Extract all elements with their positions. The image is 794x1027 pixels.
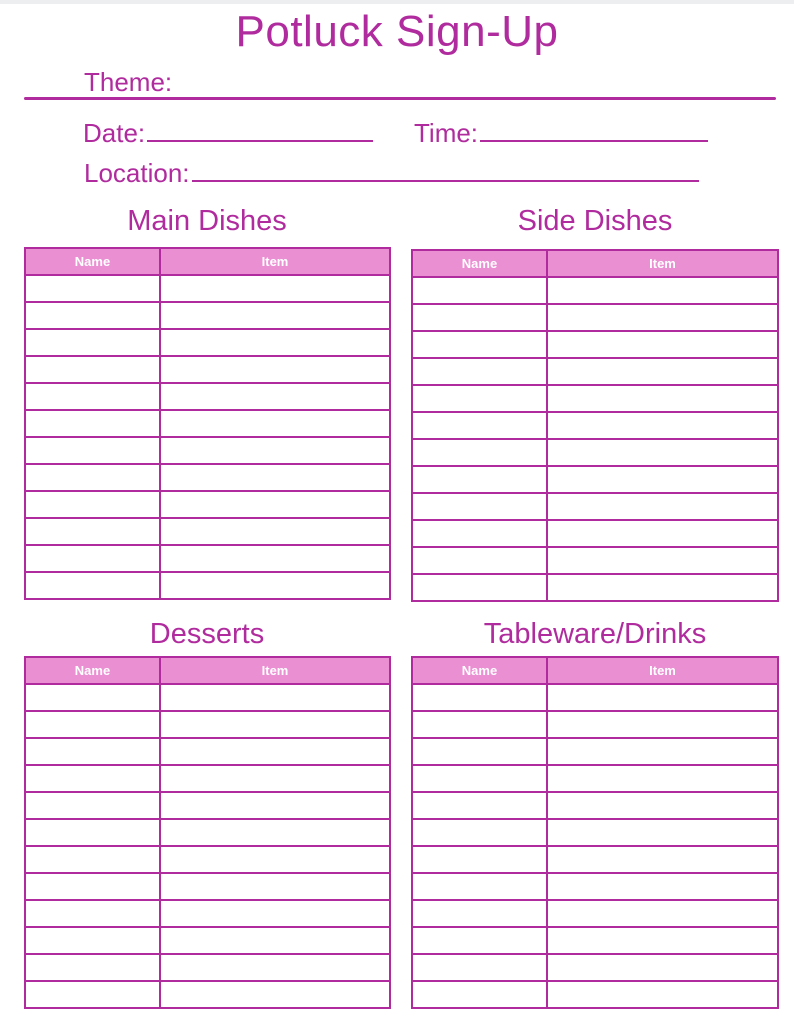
main-dishes-table xyxy=(24,247,391,600)
table-row xyxy=(25,545,390,572)
item-cell[interactable] xyxy=(547,900,778,927)
table-row xyxy=(412,412,778,439)
item-cell[interactable] xyxy=(160,900,390,927)
name-cell[interactable] xyxy=(25,302,160,329)
table-row xyxy=(25,383,390,410)
item-cell[interactable] xyxy=(160,572,390,599)
name-cell[interactable] xyxy=(412,466,547,493)
name-cell[interactable] xyxy=(25,954,160,981)
item-cell[interactable] xyxy=(160,356,390,383)
name-cell[interactable] xyxy=(412,493,547,520)
table-row xyxy=(25,900,390,927)
item-column-header: Item xyxy=(547,250,778,277)
item-cell[interactable] xyxy=(547,520,778,547)
table-row xyxy=(412,738,778,765)
name-cell[interactable] xyxy=(412,765,547,792)
name-cell[interactable] xyxy=(25,981,160,1008)
table-row xyxy=(412,846,778,873)
date-label: Date: xyxy=(83,118,146,148)
table-row xyxy=(412,493,778,520)
item-cell[interactable] xyxy=(160,684,390,711)
table-row xyxy=(412,684,778,711)
item-cell[interactable] xyxy=(547,846,778,873)
name-cell[interactable] xyxy=(25,927,160,954)
item-cell[interactable] xyxy=(547,981,778,1008)
name-cell[interactable] xyxy=(412,819,547,846)
name-cell[interactable] xyxy=(412,574,547,601)
name-cell[interactable] xyxy=(412,547,547,574)
table-row xyxy=(412,304,778,331)
table-row xyxy=(25,572,390,599)
table-row xyxy=(25,765,390,792)
table-row xyxy=(25,738,390,765)
item-cell[interactable] xyxy=(160,464,390,491)
name-cell[interactable] xyxy=(412,900,547,927)
table-header-row xyxy=(412,657,778,684)
item-cell[interactable] xyxy=(547,792,778,819)
table-row xyxy=(25,275,390,302)
item-cell[interactable] xyxy=(547,385,778,412)
item-cell[interactable] xyxy=(547,684,778,711)
name-cell[interactable] xyxy=(25,464,160,491)
tableware-drinks-title: Tableware/Drinks xyxy=(483,618,707,650)
name-cell[interactable] xyxy=(412,954,547,981)
name-cell[interactable] xyxy=(412,277,547,304)
time-label: Time: xyxy=(414,118,479,148)
item-column-header: Item xyxy=(547,657,778,684)
tableware-drinks-table xyxy=(411,656,779,1009)
item-column-header: Item xyxy=(160,248,390,275)
time-blank-line xyxy=(480,118,708,142)
table-row xyxy=(412,792,778,819)
item-cell[interactable] xyxy=(160,711,390,738)
name-cell[interactable] xyxy=(412,711,547,738)
table-row xyxy=(25,437,390,464)
name-cell[interactable] xyxy=(412,331,547,358)
name-cell[interactable] xyxy=(25,275,160,302)
date-blank-line xyxy=(147,118,373,142)
item-cell[interactable] xyxy=(547,412,778,439)
name-cell[interactable] xyxy=(25,545,160,572)
time-field xyxy=(414,118,708,148)
page-title: Potluck Sign-Up xyxy=(235,7,559,56)
item-cell[interactable] xyxy=(160,927,390,954)
table-row xyxy=(25,954,390,981)
table-row xyxy=(25,356,390,383)
name-cell[interactable] xyxy=(25,437,160,464)
name-cell[interactable] xyxy=(412,520,547,547)
name-cell[interactable] xyxy=(25,356,160,383)
item-cell[interactable] xyxy=(160,437,390,464)
item-cell[interactable] xyxy=(160,981,390,1008)
name-cell[interactable] xyxy=(25,792,160,819)
table-row xyxy=(25,927,390,954)
table-row xyxy=(25,711,390,738)
item-cell[interactable] xyxy=(547,547,778,574)
name-cell[interactable] xyxy=(412,738,547,765)
name-cell[interactable] xyxy=(25,738,160,765)
table-row xyxy=(25,873,390,900)
item-cell[interactable] xyxy=(547,493,778,520)
name-cell[interactable] xyxy=(412,684,547,711)
name-cell[interactable] xyxy=(25,900,160,927)
table-row xyxy=(25,981,390,1008)
item-cell[interactable] xyxy=(160,410,390,437)
item-cell[interactable] xyxy=(547,574,778,601)
name-cell[interactable] xyxy=(412,304,547,331)
item-cell[interactable] xyxy=(160,954,390,981)
table-row xyxy=(412,711,778,738)
name-cell[interactable] xyxy=(412,846,547,873)
item-cell[interactable] xyxy=(547,439,778,466)
name-cell[interactable] xyxy=(412,385,547,412)
location-blank-line xyxy=(192,158,699,182)
name-cell[interactable] xyxy=(25,846,160,873)
item-cell[interactable] xyxy=(160,518,390,545)
table-row xyxy=(412,277,778,304)
table-row xyxy=(25,684,390,711)
table-header-row xyxy=(412,250,778,277)
location-label: Location: xyxy=(84,158,190,188)
name-cell[interactable] xyxy=(25,518,160,545)
name-column-header: Name xyxy=(412,657,547,684)
item-cell[interactable] xyxy=(547,358,778,385)
location-field xyxy=(84,158,699,188)
item-cell[interactable] xyxy=(547,331,778,358)
name-cell[interactable] xyxy=(25,383,160,410)
item-cell[interactable] xyxy=(160,383,390,410)
table-row xyxy=(412,466,778,493)
table-header-row xyxy=(25,657,390,684)
item-cell[interactable] xyxy=(547,277,778,304)
table-row xyxy=(412,547,778,574)
table-row xyxy=(412,358,778,385)
top-edge-bar xyxy=(0,0,794,4)
table-row xyxy=(412,981,778,1008)
table-row xyxy=(412,574,778,601)
item-cell[interactable] xyxy=(160,302,390,329)
table-row xyxy=(25,410,390,437)
item-cell[interactable] xyxy=(160,765,390,792)
item-cell[interactable] xyxy=(547,819,778,846)
item-cell[interactable] xyxy=(547,927,778,954)
name-cell[interactable] xyxy=(25,410,160,437)
item-cell[interactable] xyxy=(160,491,390,518)
name-cell[interactable] xyxy=(412,439,547,466)
name-cell[interactable] xyxy=(412,792,547,819)
table-row xyxy=(412,873,778,900)
name-cell[interactable] xyxy=(25,765,160,792)
name-cell[interactable] xyxy=(25,329,160,356)
table-row xyxy=(25,491,390,518)
name-cell[interactable] xyxy=(412,927,547,954)
table-row xyxy=(25,464,390,491)
name-cell[interactable] xyxy=(25,873,160,900)
theme-underline xyxy=(24,97,776,100)
main-dishes-title: Main Dishes xyxy=(127,205,287,237)
name-column-header: Name xyxy=(25,657,160,684)
item-cell[interactable] xyxy=(160,545,390,572)
theme-label: Theme: xyxy=(84,67,173,97)
table-row xyxy=(412,331,778,358)
table-row xyxy=(412,520,778,547)
table-row xyxy=(412,765,778,792)
table-header-row xyxy=(25,248,390,275)
item-cell[interactable] xyxy=(160,873,390,900)
item-column-header: Item xyxy=(160,657,390,684)
item-cell[interactable] xyxy=(547,765,778,792)
item-cell[interactable] xyxy=(547,954,778,981)
table-row xyxy=(412,927,778,954)
item-cell[interactable] xyxy=(160,819,390,846)
side-dishes-table xyxy=(411,249,779,602)
table-row xyxy=(25,518,390,545)
side-dishes-title: Side Dishes xyxy=(517,205,673,237)
item-cell[interactable] xyxy=(160,792,390,819)
name-cell[interactable] xyxy=(412,358,547,385)
name-cell[interactable] xyxy=(25,491,160,518)
name-cell[interactable] xyxy=(412,981,547,1008)
item-cell[interactable] xyxy=(160,738,390,765)
item-cell[interactable] xyxy=(547,711,778,738)
desserts-table xyxy=(24,656,391,1009)
item-cell[interactable] xyxy=(160,329,390,356)
item-cell[interactable] xyxy=(547,466,778,493)
table-row xyxy=(412,385,778,412)
desserts-title: Desserts xyxy=(149,618,265,650)
name-cell[interactable] xyxy=(25,819,160,846)
table-row xyxy=(412,954,778,981)
item-cell[interactable] xyxy=(547,738,778,765)
name-cell[interactable] xyxy=(25,572,160,599)
table-row xyxy=(25,792,390,819)
table-row xyxy=(25,819,390,846)
table-row xyxy=(412,439,778,466)
item-cell[interactable] xyxy=(547,873,778,900)
name-column-header: Name xyxy=(412,250,547,277)
name-cell[interactable] xyxy=(25,711,160,738)
name-cell[interactable] xyxy=(412,873,547,900)
table-row xyxy=(25,329,390,356)
item-cell[interactable] xyxy=(547,304,778,331)
name-column-header: Name xyxy=(25,248,160,275)
table-row xyxy=(412,900,778,927)
item-cell[interactable] xyxy=(160,275,390,302)
name-cell[interactable] xyxy=(25,684,160,711)
table-row xyxy=(25,846,390,873)
table-row xyxy=(412,819,778,846)
table-row xyxy=(25,302,390,329)
date-field xyxy=(83,118,373,148)
name-cell[interactable] xyxy=(412,412,547,439)
item-cell[interactable] xyxy=(160,846,390,873)
